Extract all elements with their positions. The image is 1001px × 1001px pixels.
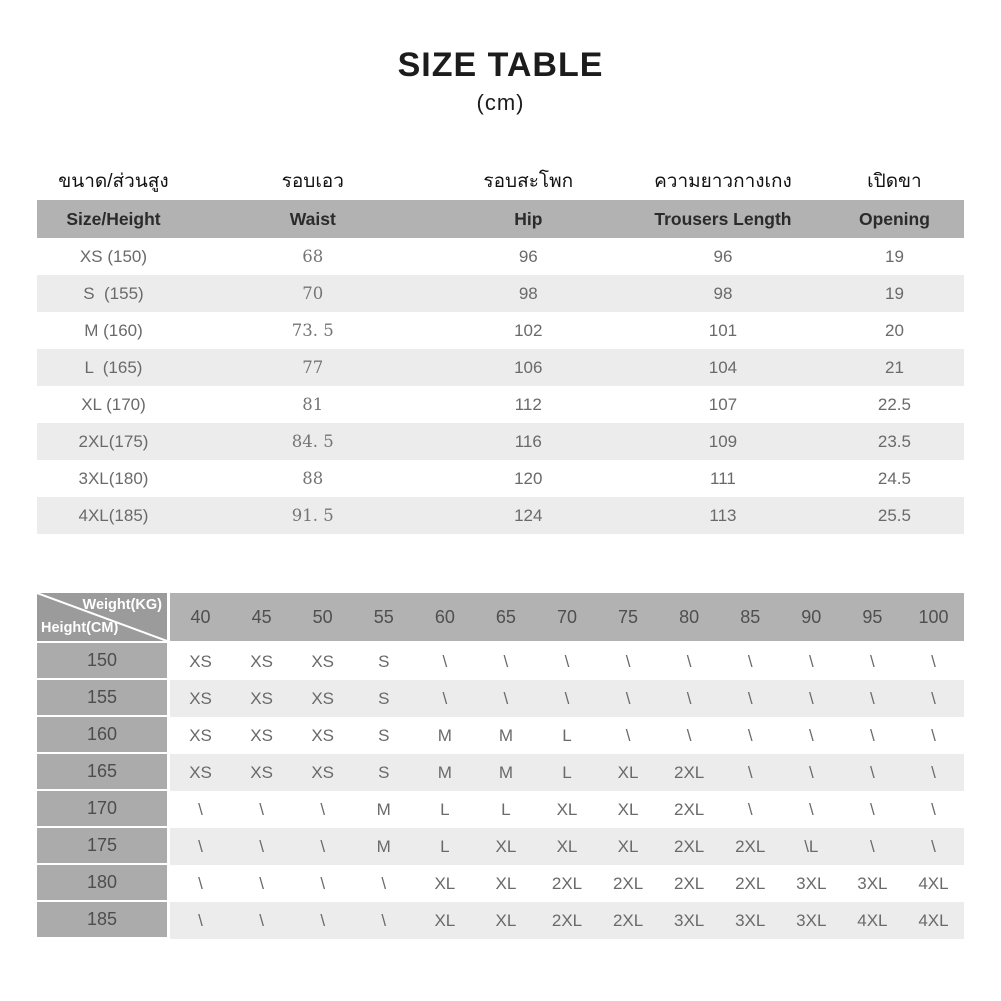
matrix-cell: S: [378, 688, 390, 708]
matrix-cell: XS: [250, 688, 273, 708]
matrix-cell: 3XL: [857, 873, 888, 893]
thai-header-size: ขนาด/ส่วนสูง: [58, 171, 169, 192]
matrix-cell: 2XL: [674, 762, 705, 782]
opening-cell: 23.5: [877, 431, 911, 451]
matrix-cell: 3XL: [796, 873, 827, 893]
matrix-row-cells: [170, 717, 964, 754]
matrix-cell: M: [376, 836, 391, 856]
matrix-row-cells: [170, 902, 964, 939]
opening-cell: 20: [884, 320, 904, 340]
matrix-cell: \: [931, 725, 936, 745]
matrix-cell: \: [503, 651, 509, 671]
matrix-body: [37, 643, 964, 939]
opening-cell: 22.5: [877, 394, 911, 414]
matrix-corner-cell: [37, 593, 170, 643]
matrix-cell: \: [808, 762, 814, 782]
waist-cell: 88: [302, 469, 324, 488]
opening-cell: 21: [884, 357, 904, 377]
matrix-cell: M: [498, 762, 513, 782]
matrix-cell: \: [198, 836, 203, 856]
matrix-cell: XS: [250, 651, 273, 671]
hip-cell: 116: [514, 431, 542, 451]
matrix-cell: 2XL: [612, 873, 644, 893]
waist-cell: 73. 5: [291, 321, 334, 340]
matrix-cell: \: [625, 688, 631, 708]
matrix-cell: \: [808, 799, 814, 819]
height-row-header: 185: [37, 902, 170, 939]
height-row-header: 175: [37, 828, 170, 865]
hip-cell: 112: [514, 394, 542, 414]
matrix-cell: M: [376, 799, 391, 819]
weight-header-cell: 75: [618, 606, 639, 627]
hip-cell: 106: [514, 357, 543, 377]
matrix-cell: \: [870, 836, 875, 856]
weight-header-cell: 100: [918, 606, 949, 627]
matrix-cell: XL: [434, 873, 456, 893]
waist-cell: 84. 5: [291, 432, 334, 451]
matrix-row: [37, 902, 964, 939]
matrix-cell: 3XL: [796, 910, 827, 930]
size-table-body: [37, 238, 964, 534]
weight-header-cell: 55: [373, 606, 394, 627]
size-table-row: [37, 423, 964, 460]
trousers-length-cell: 96: [713, 246, 733, 266]
matrix-cell: 2XL: [674, 836, 705, 856]
size-table-row: [37, 497, 964, 534]
matrix-cell: XS: [250, 725, 273, 745]
matrix-row: [37, 754, 964, 791]
matrix-cell: 4XL: [918, 873, 949, 893]
size-cell: XS (150): [79, 246, 148, 266]
matrix-row: [37, 680, 964, 717]
matrix-cell: M: [498, 725, 513, 745]
matrix-cell: S: [378, 651, 390, 671]
matrix-cell: \: [564, 651, 570, 671]
matrix-cell: \: [870, 799, 875, 819]
size-table: [37, 162, 964, 534]
matrix-header-row: [37, 593, 964, 643]
matrix-row-cells: [170, 865, 964, 902]
matrix-cell: \: [198, 873, 203, 893]
matrix-cell: 3XL: [735, 910, 766, 930]
matrix-cell: \: [381, 910, 387, 930]
size-table-row: [37, 349, 964, 386]
height-row-header: 155: [37, 680, 170, 717]
matrix-cell: 3XL: [674, 910, 705, 930]
waist-cell: 70: [302, 284, 324, 303]
matrix-cell: \: [870, 688, 875, 708]
matrix-cell: \: [686, 651, 692, 671]
opening-cell: 25.5: [877, 505, 911, 525]
thai-header-waist: รอบเอว: [281, 171, 344, 192]
matrix-row: [37, 643, 964, 680]
header-waist: Waist: [289, 208, 336, 229]
size-cell: S (155): [83, 283, 144, 303]
matrix-cell: \: [442, 688, 448, 708]
matrix-cell: \: [381, 873, 387, 893]
size-table-thai-header-row: [37, 162, 964, 200]
matrix-cell: 4XL: [918, 910, 949, 930]
matrix-cell: XL: [495, 910, 517, 930]
hip-cell: 124: [514, 505, 543, 525]
opening-cell: 24.5: [877, 468, 911, 488]
matrix-cell: \: [747, 688, 753, 708]
matrix-cell: \L: [804, 836, 819, 856]
size-cell: 3XL(180): [78, 468, 149, 488]
matrix-cell: M: [437, 762, 452, 782]
matrix-cell: \: [931, 799, 936, 819]
size-table-row: [37, 238, 964, 275]
matrix-cell: 2XL: [674, 873, 705, 893]
thai-header-hip: รอบสะโพก: [483, 171, 574, 192]
matrix-cell: 2XL: [735, 836, 766, 856]
matrix-cell: \: [503, 688, 509, 708]
size-cell: XL (170): [81, 394, 146, 414]
matrix-cell: \: [808, 688, 814, 708]
matrix-cell: \: [931, 762, 936, 782]
hip-cell: 120: [514, 468, 543, 488]
trousers-length-cell: 98: [713, 283, 733, 303]
trousers-length-cell: 104: [708, 357, 738, 377]
weight-header-cell: 40: [190, 606, 211, 627]
matrix-cell: \: [747, 725, 753, 745]
matrix-cell: XS: [311, 725, 335, 745]
matrix-cell: XS: [189, 651, 212, 671]
weight-header-cell: 50: [312, 606, 333, 627]
matrix-cell: 2XL: [674, 799, 705, 819]
weight-header-cell: 95: [862, 606, 883, 627]
trousers-length-cell: 107: [708, 394, 738, 414]
matrix-cell: \: [870, 651, 875, 671]
matrix-cell: 2XL: [735, 873, 766, 893]
waist-cell: 77: [302, 358, 324, 377]
weight-header-cell: 85: [740, 606, 761, 627]
matrix-row-cells: [170, 828, 964, 865]
matrix-cell: XL: [495, 873, 517, 893]
matrix-cell: XS: [311, 762, 335, 782]
thai-header-trousers-length: ความยาวกางเกง: [654, 171, 792, 192]
size-cell: L (165): [84, 357, 143, 377]
unit-label: (cm): [476, 90, 525, 115]
hip-cell: 102: [514, 320, 543, 340]
matrix-cell: L: [562, 762, 572, 782]
weight-header-cell: 80: [679, 606, 700, 627]
matrix-cell: XL: [617, 762, 639, 782]
matrix-cell: \: [931, 688, 936, 708]
height-row-header: 165: [37, 754, 170, 791]
matrix-cell: \: [625, 651, 631, 671]
matrix-row-cells: [170, 791, 964, 828]
height-row-header: 150: [37, 643, 170, 680]
matrix-cell: XS: [250, 762, 273, 782]
trousers-length-cell: 113: [709, 505, 737, 525]
matrix-cell: \: [747, 651, 753, 671]
weight-header-cells: [170, 593, 964, 643]
matrix-cell: \: [870, 762, 875, 782]
matrix-cell: XS: [189, 688, 212, 708]
size-table-row: [37, 386, 964, 423]
matrix-cell: 2XL: [551, 873, 583, 893]
matrix-row: [37, 791, 964, 828]
trousers-length-cell: 101: [708, 320, 738, 340]
matrix-cell: XL: [495, 836, 517, 856]
matrix-row: [37, 828, 964, 865]
hip-cell: 98: [518, 283, 538, 303]
matrix-cell: 2XL: [551, 910, 583, 930]
matrix-cell: \: [686, 725, 692, 745]
matrix-cell: XS: [189, 725, 212, 745]
size-cell: 2XL(175): [78, 431, 149, 451]
size-cell: M (160): [84, 320, 143, 340]
matrix-cell: L: [440, 836, 450, 856]
waist-cell: 91. 5: [291, 506, 334, 525]
size-cell: 4XL(185): [78, 505, 149, 525]
weight-header-cell: 90: [801, 606, 822, 627]
matrix-cell: \: [259, 799, 264, 819]
matrix-cell: \: [931, 836, 936, 856]
weight-header-cell: 65: [495, 606, 516, 627]
weight-height-matrix: [37, 593, 964, 939]
height-row-header: 160: [37, 717, 170, 754]
corner-height-label: Height(CM): [41, 620, 119, 636]
matrix-cell: \: [442, 651, 448, 671]
size-table-row: [37, 312, 964, 349]
matrix-cell: XL: [556, 836, 578, 856]
matrix-cell: \: [870, 725, 875, 745]
trousers-length-cell: 109: [708, 431, 738, 451]
hip-cell: 96: [518, 246, 538, 266]
matrix-cell: \: [686, 688, 692, 708]
matrix-cell: \: [259, 836, 264, 856]
page-title: SIZE TABLE: [397, 46, 604, 84]
matrix-cell: XS: [311, 688, 335, 708]
opening-cell: 19: [884, 246, 904, 266]
matrix-cell: \: [747, 799, 753, 819]
matrix-cell: XL: [617, 836, 639, 856]
matrix-cell: \: [320, 836, 326, 856]
height-row-header: 180: [37, 865, 170, 902]
matrix-cell: XS: [189, 762, 212, 782]
matrix-cell: \: [747, 762, 753, 782]
matrix-cell: XL: [617, 799, 639, 819]
waist-cell: 68: [302, 247, 324, 266]
matrix-cell: \: [320, 799, 326, 819]
matrix-row-cells: [170, 643, 964, 680]
matrix-cell: S: [378, 725, 390, 745]
size-table-row: [37, 460, 964, 497]
trousers-length-cell: 111: [710, 468, 736, 488]
matrix-cell: 4XL: [857, 910, 888, 930]
waist-cell: 81: [302, 395, 324, 414]
matrix-cell: \: [320, 873, 326, 893]
header-hip: Hip: [514, 208, 543, 229]
matrix-cell: \: [808, 725, 814, 745]
header-trousers-length: Trousers Length: [654, 208, 792, 229]
matrix-cell: M: [437, 725, 452, 745]
matrix-cell: \: [198, 910, 203, 930]
header-opening: Opening: [858, 208, 930, 229]
matrix-cell: XS: [311, 651, 335, 671]
matrix-cell: \: [259, 910, 264, 930]
weight-header-cell: 60: [434, 606, 455, 627]
matrix-row-cells: [170, 754, 964, 791]
matrix-cell: \: [625, 725, 631, 745]
matrix-row: [37, 717, 964, 754]
height-row-header: 170: [37, 791, 170, 828]
matrix-cell: \: [259, 873, 264, 893]
matrix-cell: S: [378, 762, 390, 782]
matrix-cell: XL: [434, 910, 456, 930]
matrix-row-cells: [170, 680, 964, 717]
thai-header-opening: เปิดขา: [867, 171, 922, 192]
weight-header-cell: 45: [251, 606, 272, 627]
matrix-row: [37, 865, 964, 902]
matrix-cell: XL: [556, 799, 578, 819]
weight-header-cell: 70: [556, 606, 577, 627]
opening-cell: 19: [884, 283, 904, 303]
size-table-row: [37, 275, 964, 312]
matrix-cell: L: [440, 799, 450, 819]
matrix-cell: L: [501, 799, 511, 819]
corner-weight-label: Weight(KG): [82, 597, 162, 613]
size-table-en-header-row: [37, 200, 964, 238]
header-size-height: Size/Height: [66, 208, 161, 229]
matrix-cell: \: [320, 910, 326, 930]
matrix-cell: \: [931, 651, 936, 671]
matrix-cell: L: [562, 725, 572, 745]
matrix-cell: \: [564, 688, 570, 708]
matrix-cell: \: [198, 799, 203, 819]
matrix-cell: \: [808, 651, 814, 671]
matrix-cell: 2XL: [612, 910, 644, 930]
